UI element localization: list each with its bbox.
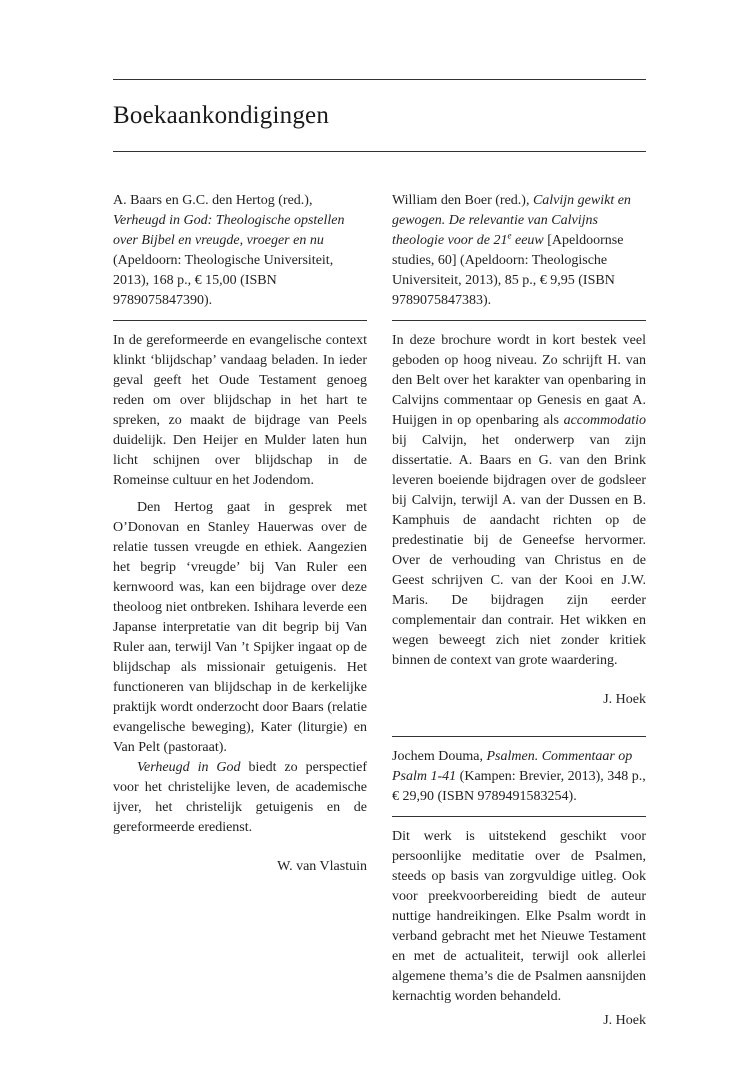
inline-italic-term: accommodatio (563, 413, 646, 428)
review-paragraph (113, 758, 367, 838)
paragraph-text: biedt zo perspectief voor het christelijke leven, de academische ijver, het christelijk getuigenis en de gereformeerde eredienst. (113, 760, 367, 835)
citation-book-title: Verheugd in God: Theologische opstellen over Bijbel en vreugde, vroeger en nu (113, 213, 345, 248)
review-citation-psalmen (392, 747, 646, 807)
reviewer-signature: J. Hoek (603, 692, 646, 707)
citation-details: (Apeldoorn: Theologische Universiteit, 2013), 168 p., € 15,00 (ISBN 9789075847390). (113, 253, 334, 308)
review-paragraph: Den Hertog gaat in gesprek met O’Donovan en Stanley Hauerwas over de relatie tussen vreugde en ethiek. Aangezien het begrip ‘vreugde’ bij Van Ruler een kernwoord was, kan een bijdrage over deze theoloog niet ontbreken. Ishihara leverde een Japanse interpretatie van dit begrip bij Van Ruler aan, terwijl Van ’t Spijker ingaat op de blijdschap als missionair getuigenis. Het functioneren van blijdschap in de kerkelijke praktijk wordt onderzocht door Baars (relatie evangelische beweging), Kater (liturgie) en Van Pelt (pastoraat). (113, 500, 367, 755)
citation-authors: William den Boer (red.), (392, 193, 533, 208)
citation-separator (392, 320, 646, 321)
review-citation-verheugd (113, 191, 367, 311)
citation-authors: A. Baars en G.C. den Hertog (red.), (113, 193, 313, 208)
paragraph-text: In deze brochure wordt in kort bestek veel geboden op hoog niveau. Zo schrijft H. van den Belt over het karakter van openbaring in Calvijns commentaar op Genesis en gaat A. Huijgen in op openbaring als (392, 333, 646, 428)
title-part: eeuw (511, 233, 544, 248)
header-bottom-rule (113, 151, 646, 152)
citation-separator (392, 816, 646, 817)
review-paragraph: Dit werk is uitstekend geschikt voor persoonlijke meditatie over de Psalmen, steeds op basis van zorgvuldige uitleg. Ook voor preekvoorbereiding biedt de auteur nuttige handreikingen. Elke Psalm wordt in verband gebracht met het Nieuwe Testament en met de actualiteit, terwijl ook allerlei algemene thema’s die de Psalmen aansnijden kernachtig worden behandeld. (392, 829, 646, 1004)
citation-book-title: Psalmen. Commentaar op Psalm 1-41 (392, 749, 633, 784)
citation-separator (113, 320, 367, 321)
title-part: Calvijn gewikt en gewogen. De relevantie van Calvijns theologie voor de 21 (392, 193, 631, 248)
citation-authors: Jochem Douma, (392, 749, 487, 764)
right-column (392, 191, 646, 1031)
review-separator (392, 736, 646, 737)
citation-details: (Kampen: Brevier, 2013), 348 p., € 29,90 (ISBN 9789491583254). (392, 769, 646, 804)
review-paragraph: In de gereformeerde en evangelische context klinkt ‘blijdschap’ vandaag beladen. In ieder geval geeft het Oude Testament genoeg reden om over blijdschap in het hart te spreken, zo maakt de bijdrage van Peels duidelijk. Den Heijer en Mulder laten hun licht schijnen over blijdschap in de Romeinse cultuur en het Jodendom. (113, 333, 367, 488)
inline-book-title: Verheugd in God (137, 760, 241, 775)
citation-details: [Apeldoornse studies, 60] (Apeldoorn: Theologische Universiteit, 2013), 85 p., € 9,95 (ISBN 9789075847383). (392, 233, 624, 308)
reviewer-signature: W. van Vlastuin (277, 859, 367, 874)
title-superscript: e (507, 230, 512, 241)
review-paragraph (392, 331, 646, 671)
header-top-rule (113, 79, 646, 80)
left-column (113, 191, 367, 877)
review-citation-calvijn (392, 191, 646, 311)
page-title: Boekaankondigingen (113, 102, 330, 129)
reviewer-signature: J. Hoek (603, 1013, 646, 1028)
paragraph-text: bij Calvijn, het onderwerp van zijn dissertatie. A. Baars en G. van den Brink leveren boeiende bijdragen over de godsleer bij Calvijn, terwijl A. van der Dussen en B. Kamphuis de aandacht richten op de predestinatie bij de Geneefse hervormer. Over de verhouding van Christus en de Geest schrijven C. van der Kooi en J.W. Maris. De bijdragen zijn eerder complementair dan contrair. Het wikken en wegen beweegt zich niet zonder kritiek binnen de context van grote waardering. (392, 433, 646, 668)
